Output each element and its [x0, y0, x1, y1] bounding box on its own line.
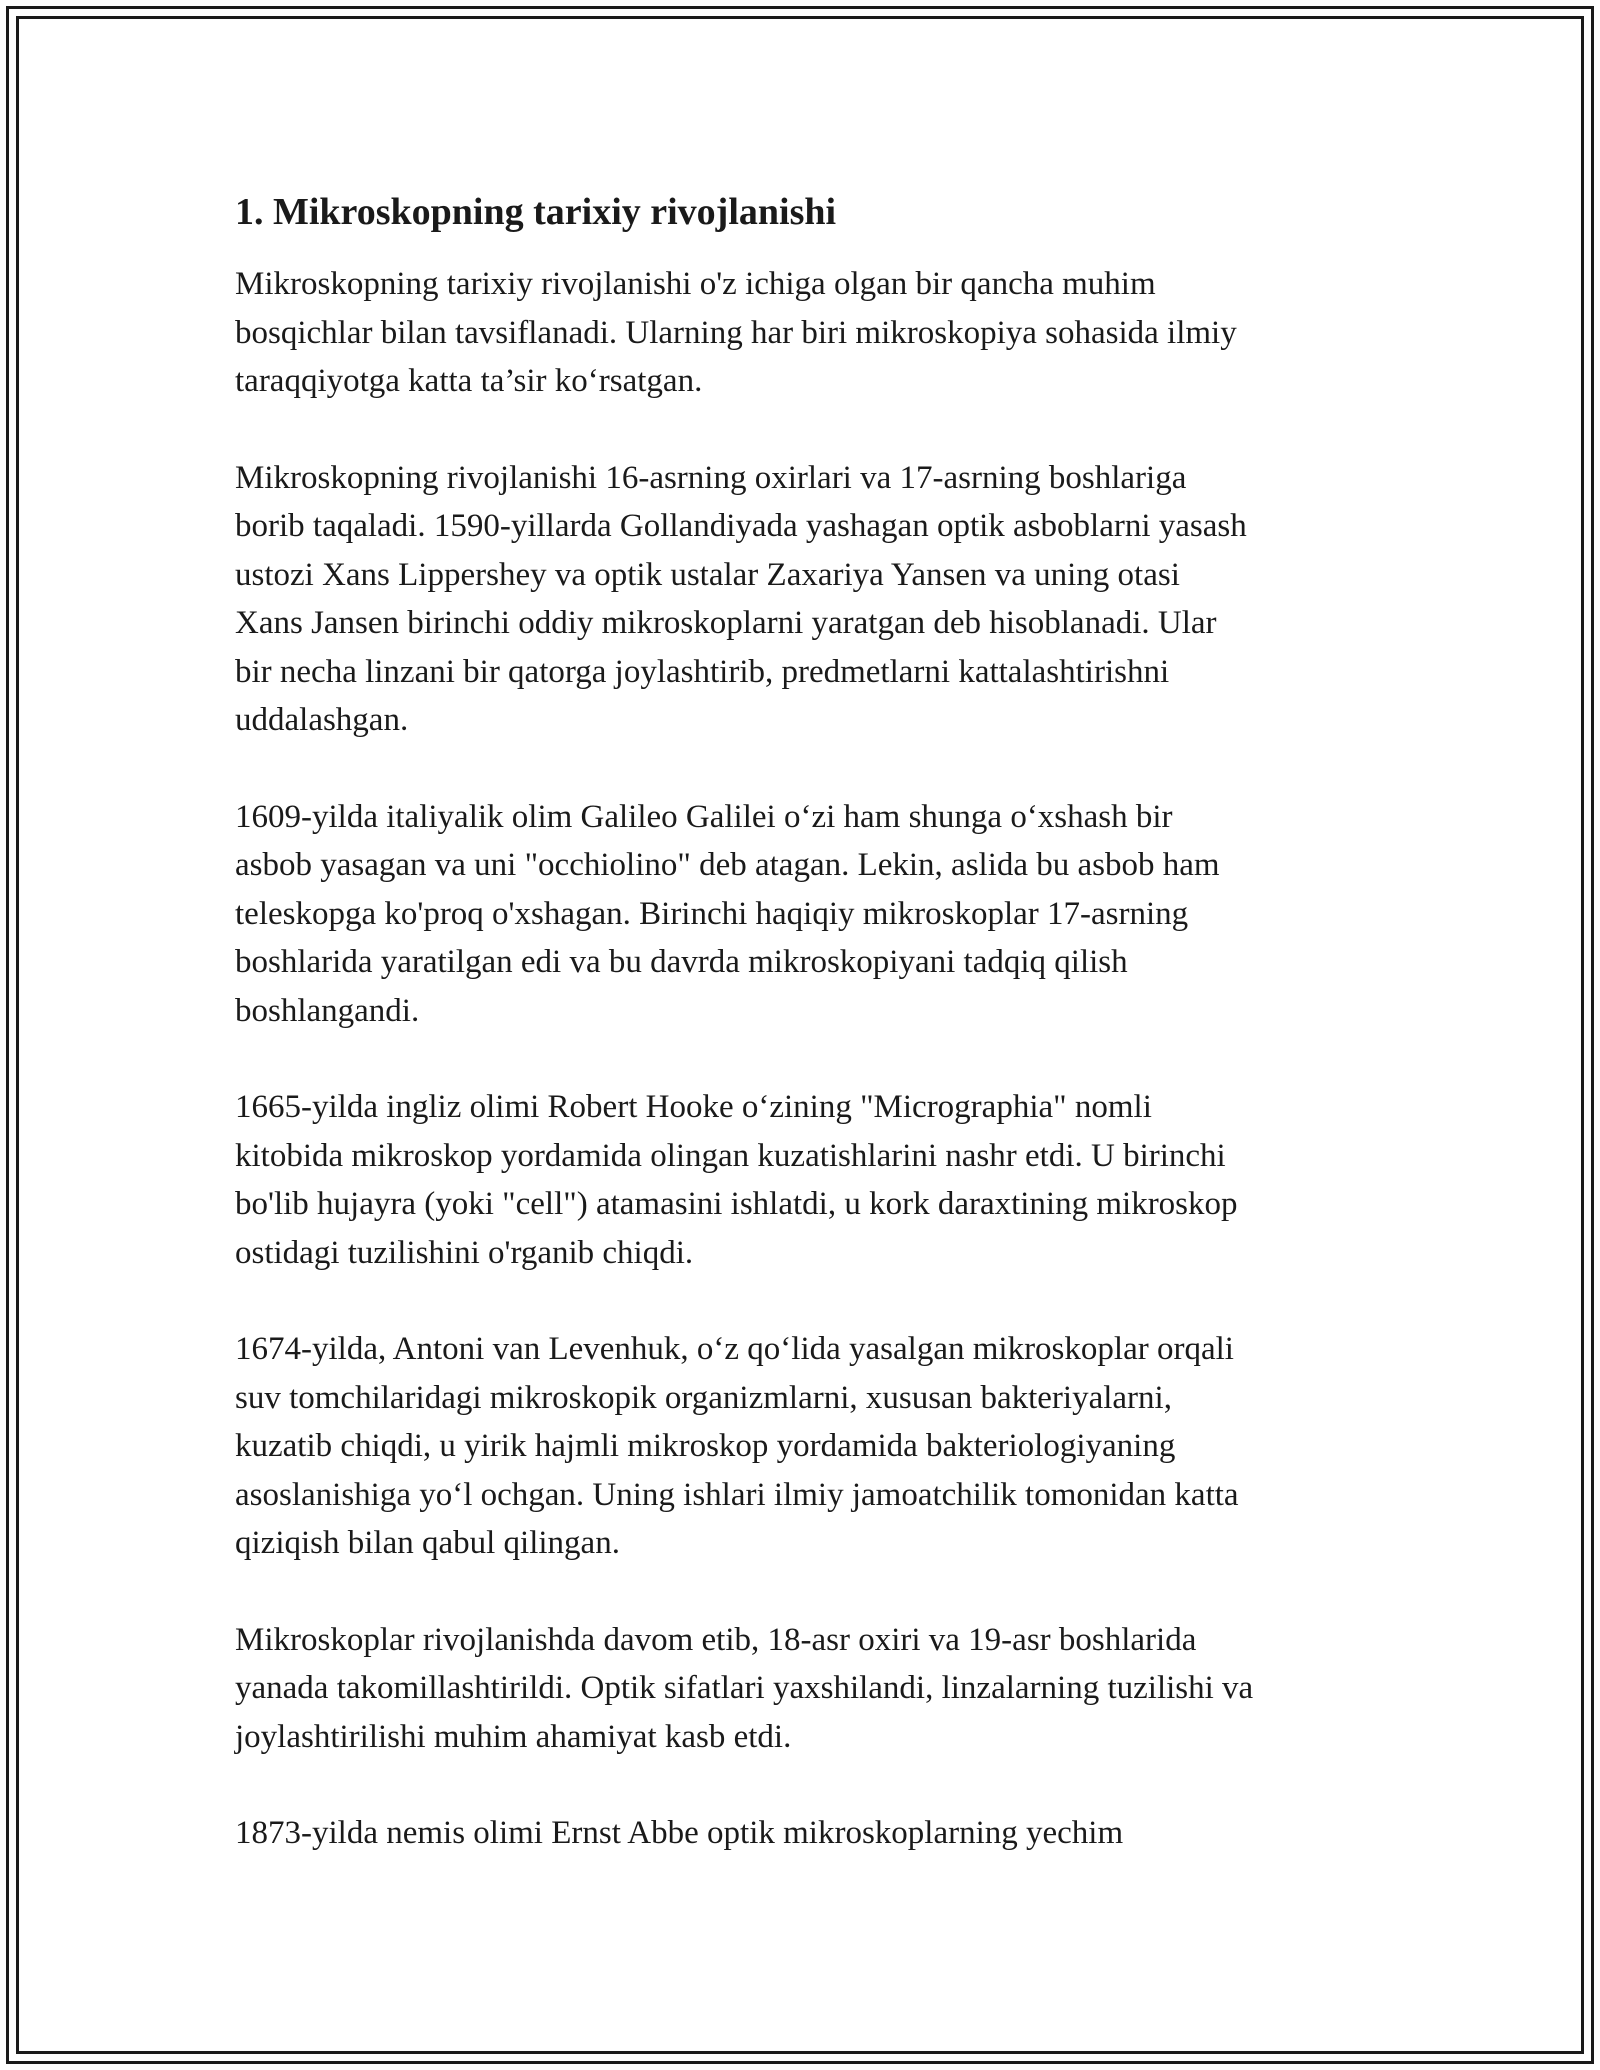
paragraph-line: teleskopga ko'proq o'xshagan. Birinchi haqiqiy mikroskoplar 17-asrning	[235, 895, 1189, 932]
paragraph-line: ostidagi tuzilishini o'rganib chiqdi.	[235, 1234, 694, 1271]
paragraph-line: joylashtirilishi muhim ahamiyat kasb etdi.	[235, 1718, 792, 1755]
paragraph-line: Xans Jansen birinchi oddiy mikroskoplarni yaratgan deb hisoblanadi. Ular	[235, 605, 1217, 641]
paragraph-line: asbob yasagan va uni "occhiolino" deb atagan. Lekin, aslida bu asbob ham	[235, 847, 1220, 883]
paragraph-line: bir necha linzani bir qatorga joylashtirib, predmetlarni kattalashtirishni	[235, 653, 1170, 690]
paragraph	[235, 454, 1375, 745]
paragraph	[235, 1083, 1375, 1277]
paragraph-line: taraqqiyotga katta ta’sir ko‘rsatgan.	[235, 363, 703, 399]
paragraph-line: 1609-yilda italiyalik olim Galileo Galilei o‘zi ham shunga o‘xshash bir	[235, 798, 1173, 835]
paragraph-line: bosqichlar bilan tavsiflanadi. Ularning har biri mikroskopiya sohasida ilmiy	[235, 314, 1237, 351]
paragraph-list	[235, 260, 1375, 1858]
paragraph-line: uddalashgan.	[235, 702, 409, 738]
paragraph	[235, 1809, 1375, 1858]
paragraph-line: kitobida mikroskop yordamida olingan kuzatishlarini nashr etdi. U birinchi	[235, 1137, 1226, 1174]
section-heading: 1. Mikroskopning tarixiy rivojlanishi	[235, 191, 837, 233]
paragraph	[235, 260, 1375, 406]
paragraph-line: Mikroskoplar rivojlanishda davom etib, 18-asr oxiri va 19-asr boshlarida	[235, 1621, 1197, 1658]
paragraph-line: bo'lib hujayra (yoki "cell") atamasini ishlatdi, u kork daraxtining mikroskop	[235, 1186, 1238, 1222]
paragraph-line: yanada takomillashtirildi. Optik sifatlari yaxshilandi, linzalarning tuzilishi va	[235, 1670, 1254, 1706]
paragraph-line: asoslanishiga yo‘l ochgan. Uning ishlari ilmiy jamoatchilik tomonidan katta	[235, 1476, 1239, 1513]
paragraph-line: boshlarida yaratilgan edi va bu davrda mikroskopiyani tadqiq qilish	[235, 944, 1128, 980]
paragraph-line: boshlangandi.	[235, 992, 420, 1029]
paragraph-line: qiziqish bilan qabul qilingan.	[235, 1525, 620, 1561]
paragraph-line: 1674-yilda, Antoni van Levenhuk, o‘z qo‘lida yasalgan mikroskoplar orqali	[235, 1331, 1234, 1367]
paragraph-line: ustozi Xans Lippershey va optik ustalar Zaxariya Yansen va uning otasi	[235, 556, 1180, 593]
paragraph-line: Mikroskopning rivojlanishi 16-asrning oxirlari va 17-asrning boshlariga	[235, 459, 1187, 496]
paragraph-line: Mikroskopning tarixiy rivojlanishi o'z ichiga olgan bir qancha muhim	[235, 266, 1156, 302]
paragraph-line: kuzatib chiqdi, u yirik hajmli mikroskop yordamida bakteriologiyaning	[235, 1428, 1176, 1464]
paragraph	[235, 793, 1375, 1036]
paragraph	[235, 1616, 1375, 1762]
document-body	[235, 188, 1375, 1906]
paragraph-line: borib taqaladi. 1590-yillarda Gollandiyada yashagan optik asboblarni yasash	[235, 508, 1247, 544]
paragraph-line: 1873-yilda nemis olimi Ernst Abbe optik mikroskoplarning yechim	[235, 1815, 1124, 1851]
paragraph-line: suv tomchilaridagi mikroskopik organizmlarni, xususan bakteriyalarni,	[235, 1379, 1172, 1416]
paragraph-line: 1665-yilda ingliz olimi Robert Hooke o‘zining "Micrographia" nomli	[235, 1089, 1152, 1125]
paragraph	[235, 1325, 1375, 1568]
